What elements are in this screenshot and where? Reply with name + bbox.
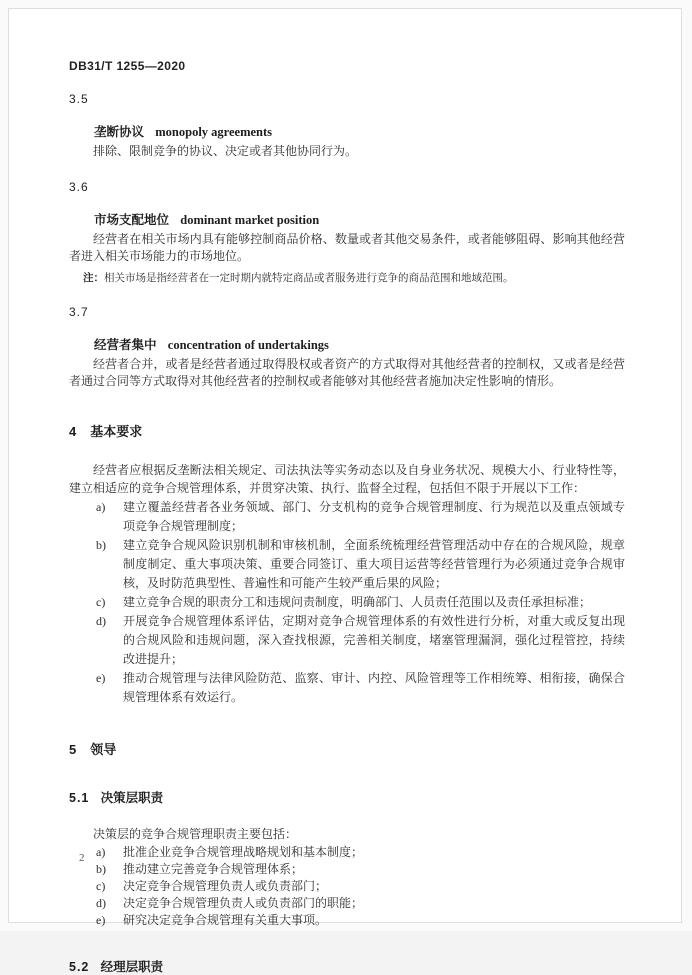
list-item — [96, 612, 625, 669]
list-item — [96, 861, 625, 878]
list-item — [96, 844, 625, 861]
list-item-text: 推动合规管理与法律风险防范、监察、审计、内控、风险管理等工作相统筹、相衔接，确保合规管理体系有效运行。 — [123, 670, 625, 704]
clause-number: 3.7 — [69, 304, 89, 319]
term-english: dominant market position — [180, 212, 320, 227]
list-item-text: 建立覆盖经营者各业务领域、部门、分支机构的竞争合规管理制度、行为规范以及重点领域专项竞争合规管理制度； — [123, 499, 625, 533]
list-item — [96, 912, 625, 929]
page-content — [9, 9, 681, 975]
list-item-text: 研究决定竞争合规管理有关重大事项。 — [123, 912, 328, 927]
list-item-text: 批准企业竞争合规管理战略规划和基本制度； — [123, 844, 364, 859]
section-5-1-heading — [69, 788, 625, 806]
term-chinese: 垄断协议 — [94, 125, 145, 139]
list-item-label: b) — [96, 861, 106, 876]
section-4-intro: 经营者应根据反垄断法相关规定、司法执法等实务动态以及自身业务状况、规模大小、行业特性等，建立相适应的竞争合规管理体系，并贯穿决策、执行、监督全过程，包括但不限于开展以下工作： — [69, 462, 625, 495]
term-english: monopoly agreements — [155, 125, 273, 139]
section-5-heading — [69, 739, 625, 758]
section-5-2-heading — [69, 957, 625, 975]
clause-3-7 — [69, 305, 625, 391]
term-definition: 经营者在相关市场内具有能够控制商品价格、数量或者其他交易条件，或者能够阻碍、影响其他经营者进入相关市场能力的市场地位。 — [69, 231, 625, 263]
section-title: 经理层职责 — [100, 959, 164, 974]
term-chinese: 市场支配地位 — [94, 212, 170, 227]
list-item-label: a) — [96, 844, 106, 859]
document-page — [8, 8, 682, 974]
list-item — [96, 536, 625, 593]
list-item-text: 决定竞争合规管理负责人或负责部门； — [123, 878, 328, 893]
list-item-label: c) — [96, 878, 106, 893]
term-note — [83, 271, 625, 286]
list-item-label: b) — [96, 537, 106, 552]
list-item — [96, 895, 625, 912]
section-number: 4 — [69, 423, 78, 439]
list-item-text: 开展竞争合规管理体系评估，定期对竞争合规管理体系的有效性进行分析，对重大或反复出现的合规风险和违规问题，深入查找根源，完善相关制度，堵塞管理漏洞，强化过程管控，持续改进提升； — [123, 613, 625, 666]
clause-number: 3.6 — [69, 179, 89, 194]
list-item — [96, 669, 625, 707]
term-chinese: 经营者集中 — [94, 337, 157, 352]
section-number: 5.2 — [69, 959, 90, 974]
note-label: 注： — [83, 271, 104, 284]
term-heading — [94, 122, 625, 140]
section-number: 5.1 — [69, 790, 90, 805]
clause-3-6 — [69, 180, 625, 286]
clause-number: 3.5 — [69, 92, 89, 106]
section-4-list — [96, 498, 625, 707]
list-item-text: 决定竞争合规管理负责人或负责部门的职能； — [123, 895, 364, 910]
list-item-label: a) — [96, 499, 106, 514]
section-title: 基本要求 — [90, 423, 143, 439]
list-item-text: 推动建立完善竞争合规管理体系； — [123, 861, 304, 876]
section-5-1-intro: 决策层的竞争合规管理职责主要包括： — [93, 826, 298, 841]
list-item-text: 建立竞争合规的职责分工和违规问责制度，明确部门、人员责任范围以及责任承担标准； — [123, 594, 592, 609]
section-4-heading — [69, 421, 625, 440]
list-item-label: d) — [96, 613, 106, 628]
section-title: 领导 — [90, 741, 117, 757]
list-item-label: e) — [96, 670, 106, 685]
list-item-label: c) — [96, 594, 106, 609]
list-item-label: d) — [96, 895, 106, 910]
term-heading — [94, 210, 625, 228]
term-definition: 经营者合并，或者是经营者通过取得股权或者资产的方式取得对其他经营者的控制权，又或者是经营者通过合同等方式取得对其他经营者的控制权或者能够对其他经营者施加决定性影响的情形。 — [69, 356, 625, 388]
section-title: 决策层职责 — [100, 790, 164, 805]
term-definition: 排除、限制竞争的协议、决定或者其他协同行为。 — [93, 144, 358, 158]
term-english: concentration of undertakings — [167, 337, 329, 352]
list-item-label: e) — [96, 912, 106, 927]
list-item — [96, 498, 625, 536]
list-item — [96, 878, 625, 895]
note-text: 相关市场是指经营者在一定时期内就特定商品或者服务进行竞争的商品范围和地域范围。 — [104, 272, 514, 284]
section-number: 5 — [69, 741, 78, 757]
standard-code-header: DB31/T 1255—2020 — [69, 59, 186, 73]
list-item — [96, 593, 625, 612]
list-item-text: 建立竞争合规风险识别机制和审核机制，全面系统梳理经营管理活动中存在的合规风险，规章制度制定、重大事项决策、重要合同签订、重大项目运营等经营管理行为必须通过竞争合规审核，及时防范典型性、普遍性和可能产生较严重后果的风险； — [123, 537, 625, 590]
section-5-1-list — [96, 844, 625, 929]
page-number: 2 — [79, 852, 85, 864]
term-heading — [94, 335, 625, 353]
clause-3-5 — [69, 92, 625, 161]
